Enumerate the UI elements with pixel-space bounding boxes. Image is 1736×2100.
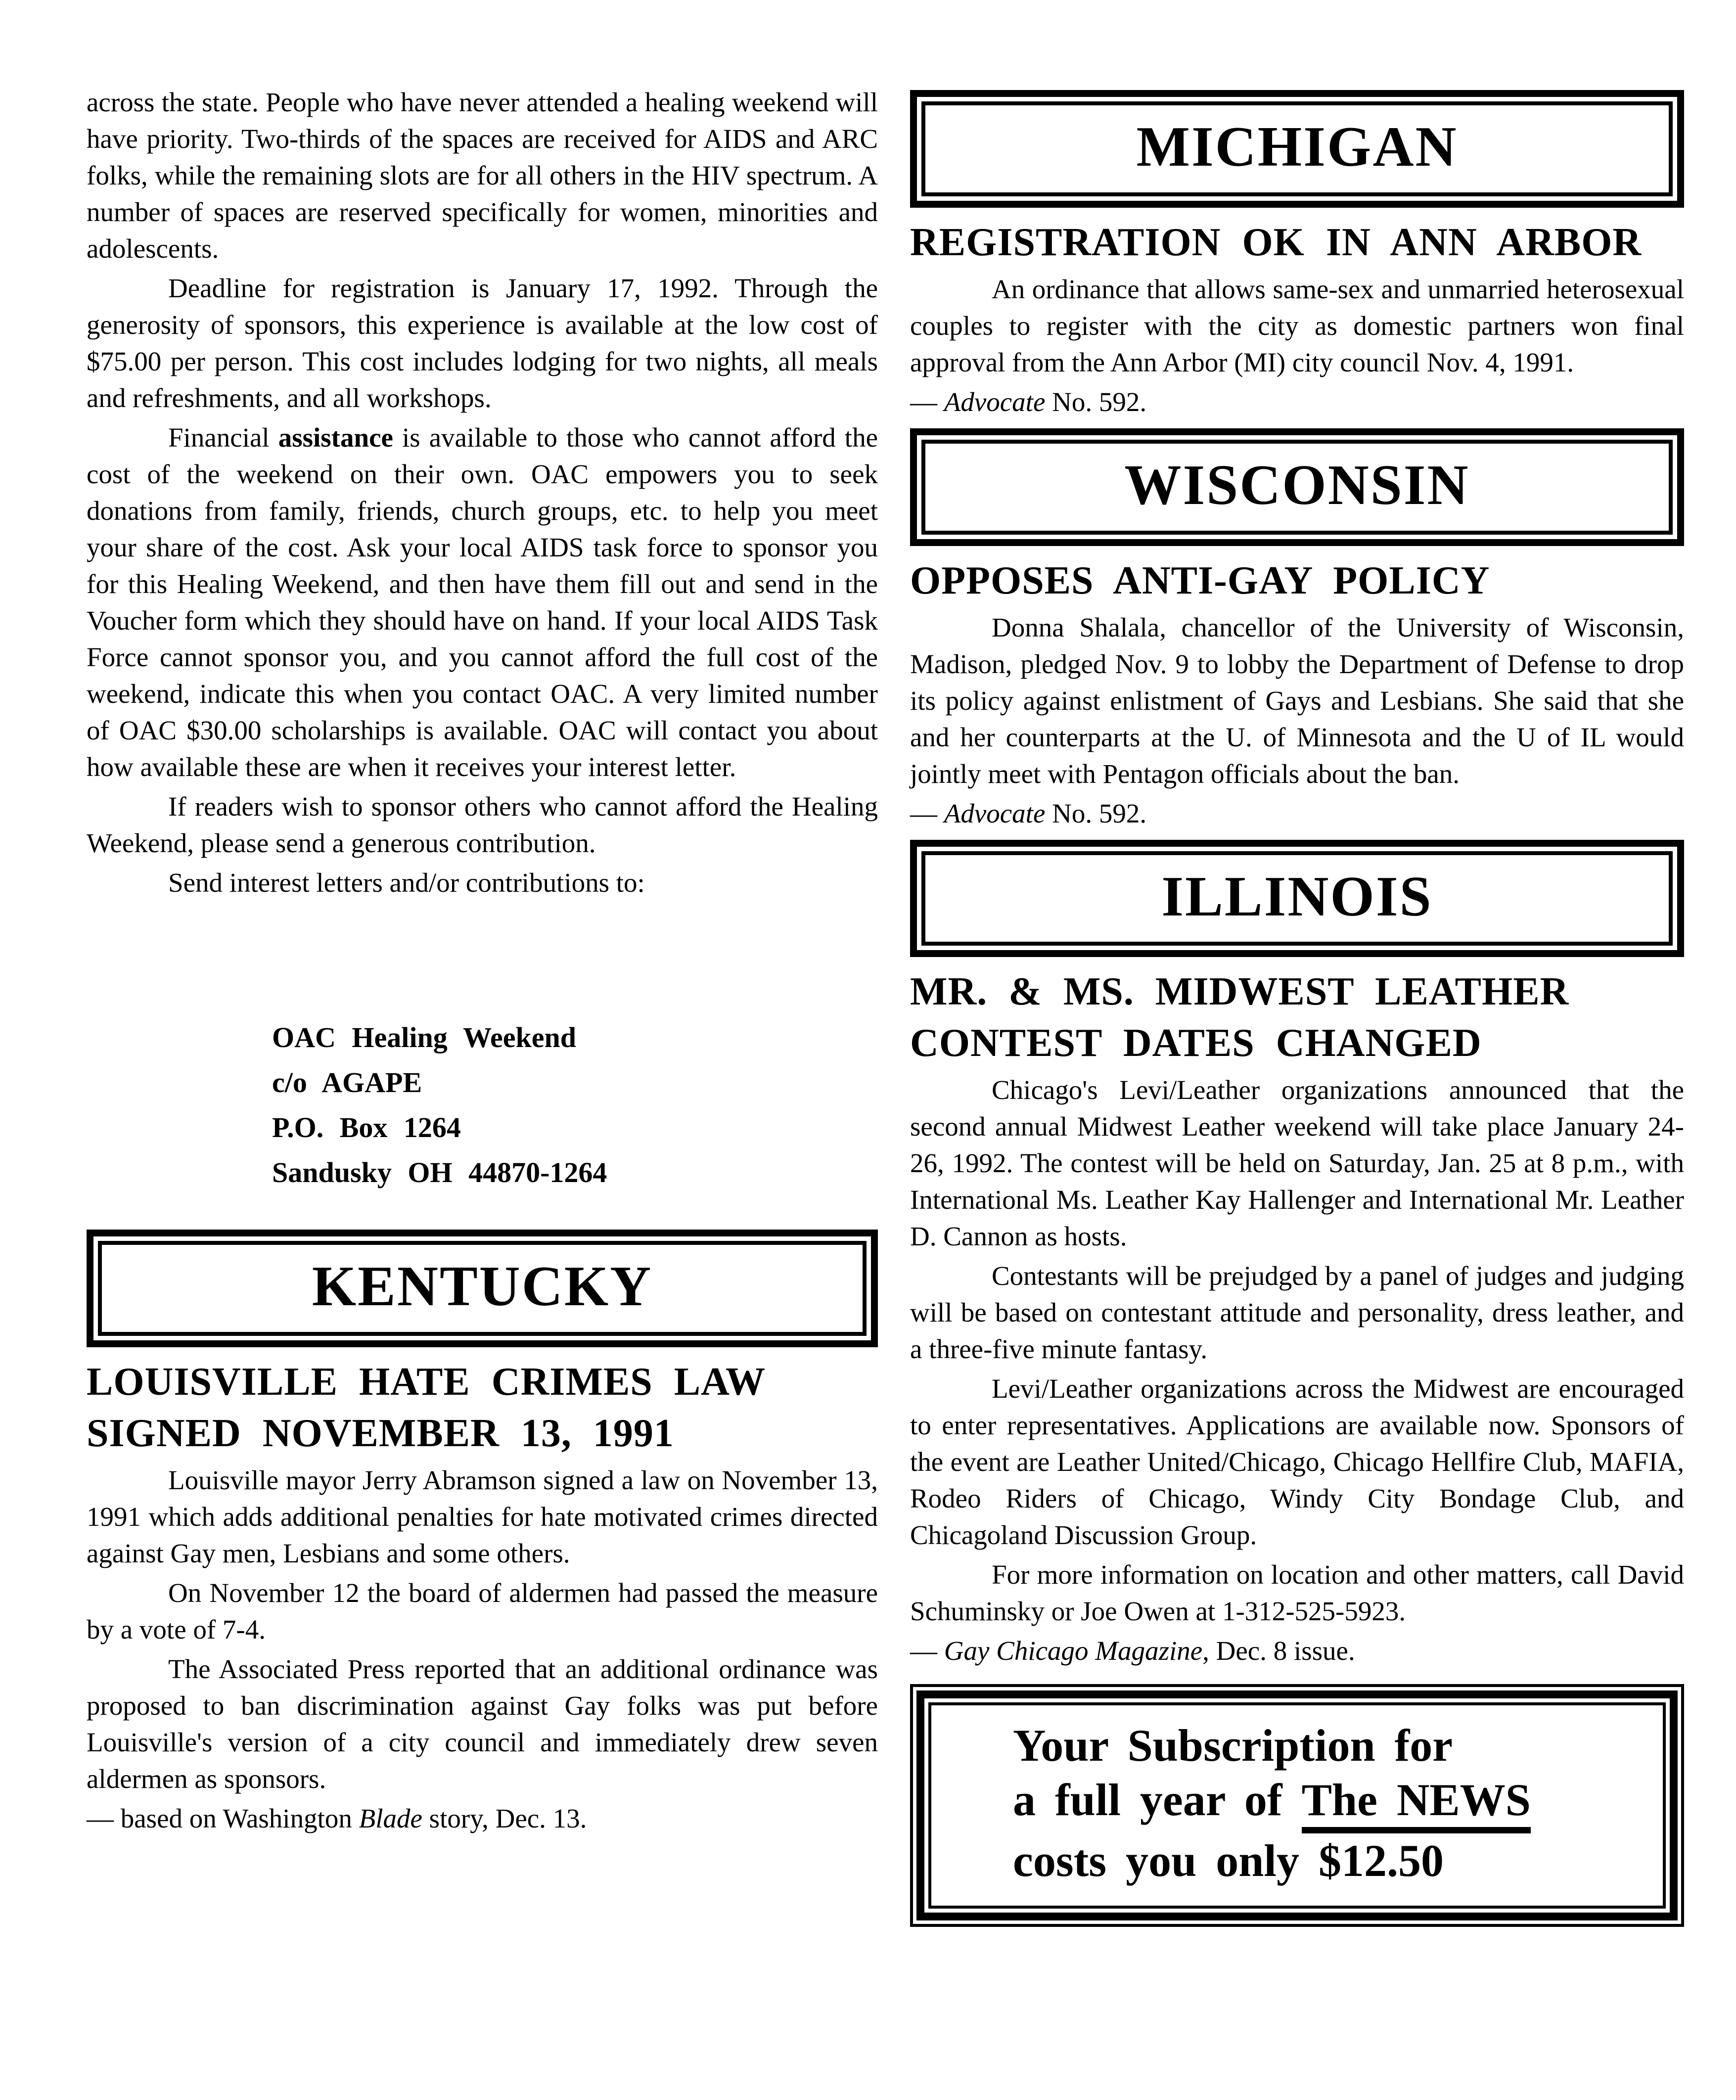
- kentucky-attribution-prefix: — based on Washington: [87, 1803, 359, 1833]
- kentucky-header-inner-frame: [98, 1241, 867, 1336]
- michigan-attribution-source: Advocate: [944, 386, 1046, 417]
- address-line-2: c/o AGAPE: [272, 1066, 422, 1098]
- wisconsin-attribution-source: Advocate: [944, 798, 1046, 828]
- michigan-attribution: [910, 384, 1684, 420]
- subscription-ad-inner-frame: [928, 1702, 1666, 1909]
- wisconsin-header-box: [910, 428, 1684, 546]
- kentucky-headline-line-1: LOUISVILLE HATE CRIMES LAW: [87, 1360, 766, 1404]
- illinois-paragraph-1: Chicago's Levi/Leather organizations announced that the second annual Midwest Leather weekend will take place January 24-26, 1992. The contest will be held on Saturday, Jan. 25 at 8 p.m., with International Ms. Leather Kay Hallenger and International Mr. Leather D. Cannon as hosts.: [910, 1075, 1684, 1252]
- mailing-address: [272, 1015, 878, 1195]
- subscription-line-2: [1013, 1773, 1643, 1833]
- paragraph-3-lead: Financial: [168, 422, 278, 453]
- illinois-attribution-prefix: —: [910, 1636, 944, 1666]
- healing-weekend-paragraph-4: If readers wish to sponsor others who cannot afford the Healing Weekend, please send a generous contribution.: [87, 791, 878, 858]
- subscription-line-2-prefix: a full year of: [1013, 1775, 1302, 1826]
- illinois-state-title: ILLINOIS: [1161, 865, 1433, 928]
- healing-weekend-paragraph-1: across the state. People who have never attended a healing weekend will have priority. Two-thirds of the spaces are received for AIDS and ARC folks, while the remaining slots are for all others in the HIV spectrum. A number of spaces are reserved specifically for women, minorities and adolescents.: [87, 87, 878, 264]
- illinois-attribution: [910, 1633, 1684, 1669]
- kentucky-attribution-source: Blade: [359, 1803, 422, 1833]
- subscription-line-3: costs you only $12.50: [1013, 1835, 1444, 1886]
- illinois-attribution-source: Gay Chicago Magazine: [944, 1636, 1203, 1666]
- illinois-headline-line-1: MR. & MS. MIDWEST LEATHER: [910, 970, 1569, 1014]
- address-line-3: P.O. Box 1264: [272, 1111, 461, 1143]
- kentucky-paragraph-2: On November 12 the board of aldermen had passed the measure by a vote of 7-4.: [87, 1577, 878, 1644]
- wisconsin-attribution-prefix: —: [910, 798, 944, 828]
- michigan-header-inner-frame: [921, 101, 1673, 196]
- michigan-header-box: [910, 90, 1684, 208]
- illinois-paragraph-2: Contestants will be prejudged by a panel of judges and judging will be based on contestant attitude and personality, dress leather, and a three-five minute fantasy.: [910, 1261, 1684, 1365]
- wisconsin-headline: OPPOSES ANTI-GAY POLICY: [910, 558, 1490, 602]
- kentucky-headline: [87, 1356, 878, 1459]
- michigan-attribution-prefix: —: [910, 386, 944, 417]
- right-column: [910, 90, 1684, 1927]
- illinois-header-inner-frame: [921, 851, 1673, 946]
- michigan-state-title: MICHIGAN: [1136, 115, 1458, 178]
- illinois-paragraph-4: For more information on location and other matters, call David Schuminsky or Joe Owen at 1-312-525-5923.: [910, 1559, 1684, 1627]
- subscription-ad-box: [910, 1684, 1684, 1927]
- wisconsin-header-inner-frame: [921, 440, 1673, 535]
- illinois-header-box: [910, 840, 1684, 958]
- wisconsin-attribution: [910, 795, 1684, 832]
- wisconsin-state-title: WISCONSIN: [1124, 453, 1470, 516]
- subscription-publication-name: The NEWS: [1302, 1773, 1531, 1833]
- wisconsin-attribution-suffix: No. 592.: [1045, 798, 1147, 828]
- wisconsin-paragraph: Donna Shalala, chancellor of the University of Wisconsin, Madison, pledged Nov. 9 to lobby the Department of Defense to drop its policy against enlistment of Gays and Lesbians. She said that she and her counterparts at the U. of Minnesota and the U of IL would jointly meet with Pentagon officials about the ban.: [910, 612, 1684, 789]
- kentucky-headline-line-2: SIGNED NOVEMBER 13, 1991: [87, 1411, 674, 1455]
- illinois-headline: [910, 966, 1684, 1069]
- paragraph-3-bold-word: assistance: [278, 422, 393, 453]
- kentucky-header-box: [87, 1230, 878, 1347]
- subscription-line-1: Your Subscription for: [1013, 1720, 1453, 1771]
- kentucky-attribution-suffix: story, Dec. 13.: [422, 1803, 587, 1833]
- michigan-paragraph: An ordinance that allows same-sex and unmarried heterosexual couples to register with the city as domestic partners won final approval from the Ann Arbor (MI) city council Nov. 4, 1991.: [910, 274, 1684, 377]
- michigan-attribution-suffix: No. 592.: [1045, 386, 1147, 417]
- kentucky-attribution: [87, 1800, 878, 1837]
- michigan-headline: REGISTRATION OK IN ANN ARBOR: [910, 220, 1642, 264]
- illinois-headline-line-2: CONTEST DATES CHANGED: [910, 1021, 1482, 1065]
- subscription-ad-middle-frame: [916, 1690, 1678, 1920]
- paragraph-3-rest: is available to those who cannot afford the cost of the weekend on their own. OAC empowers you to seek donations from family, friends, church groups, etc. to help you meet your share of the cost. Ask your local AIDS task force to sponsor you for this Healing Weekend, and then have them fill out and send in the Voucher form which they should have on hand. If your local AIDS Task Force cannot sponsor you, and you cannot afford the full cost of the weekend, indicate this when you contact OAC. A very limited number of OAC $30.00 scholarships is available. OAC will contact you about how available these are when it receives your interest letter.: [87, 422, 878, 782]
- kentucky-paragraph-3: The Associated Press reported that an additional ordinance was proposed to ban discrimination against Gay folks was put before Louisville's version of a city council and immediately drew seven aldermen as sponsors.: [87, 1653, 878, 1794]
- illinois-attribution-suffix: , Dec. 8 issue.: [1202, 1636, 1355, 1666]
- healing-weekend-paragraph-2: Deadline for registration is January 17, 1992. Through the generosity of sponsors, this experience is available at the low cost of $75.00 per person. This cost includes lodging for two nights, all meals and refreshments, and all workshops.: [87, 273, 878, 413]
- left-column: [87, 84, 878, 1837]
- address-line-1: OAC Healing Weekend: [272, 1021, 576, 1053]
- healing-weekend-paragraph-5: Send interest letters and/or contributions to:: [168, 867, 645, 898]
- kentucky-paragraph-1: Louisville mayor Jerry Abramson signed a law on November 13, 1991 which adds additional penalties for hate motivated crimes directed against Gay men, Lesbians and some others.: [87, 1464, 878, 1568]
- illinois-paragraph-3: Levi/Leather organizations across the Midwest are encouraged to enter representatives. Applications are available now. Sponsors of the event are Leather United/Chicago, Chicago Hellfire Club, MAFIA, Rodeo Riders of Chicago, Windy City Bondage Club, and Chicagoland Discussion Group.: [910, 1373, 1684, 1551]
- kentucky-state-title: KENTUCKY: [312, 1255, 653, 1318]
- healing-weekend-paragraph-3: [87, 419, 878, 785]
- address-line-4: Sandusky OH 44870-1264: [272, 1156, 607, 1188]
